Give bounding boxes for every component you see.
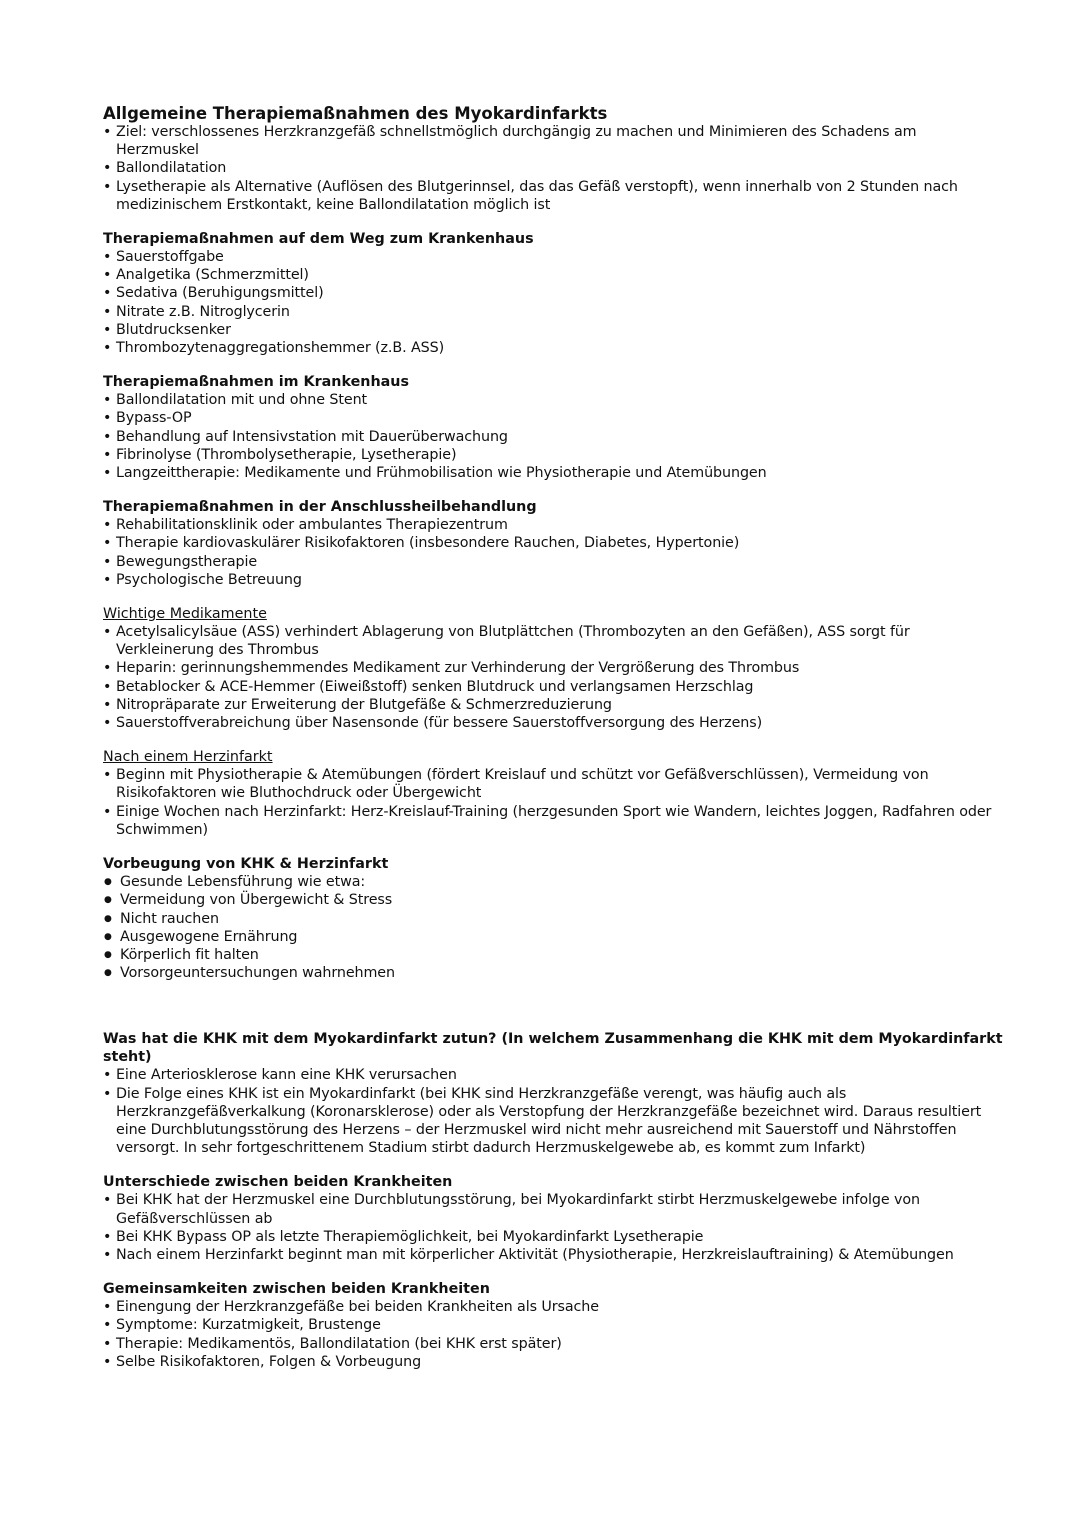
section-title: Nach einem Herzinfarkt	[103, 749, 273, 766]
list-item: • Nitropräparate zur Erweiterung der Blutgefäße & Schmerzreduzierung	[103, 696, 1003, 714]
list-item: • Selbe Risikofaktoren, Folgen & Vorbeugung	[103, 1353, 1003, 1371]
list-item: • Blutdrucksenker	[103, 321, 1003, 339]
document-content	[103, 104, 1003, 1387]
section-therapy-hospital	[103, 373, 1003, 482]
list-item: • Fibrinolyse (Thrombolysetherapie, Lysetherapie)	[103, 446, 1003, 464]
list-item: ● Vorsorgeuntersuchungen wahrnehmen	[103, 964, 1003, 982]
list-item: • Ballondilatation	[103, 159, 1003, 177]
list-item: • Einige Wochen nach Herzinfarkt: Herz-Kreislauf-Training (herzgesunden Sport wie Wandern, leichtes Joggen, Radfahren oder Schwimmen)	[103, 803, 1003, 839]
list-item: • Die Folge eines KHK ist ein Myokardinfarkt (bei KHK sind Herzkranzgefäße verengt, was häufig auch als Herzkranzgefäßverkalkung (Koronarsklerose) oder als Verstopfung der Herzkranzgefäße bezeichnet wird. Daraus resultiert eine Durchblutungsstörung des Herzens – der Herzmuskel wird nicht mehr ausreichend mit Sauerstoff und Nährstoffen versorgt. In sehr fortgeschrittenem Stadium stirbt dadurch Herzmuskelgewebe ab, es kommt zum Infarkt)	[103, 1085, 1003, 1158]
bullet-list	[103, 248, 1003, 357]
section-differences	[103, 1173, 1003, 1264]
list-item: • Einengung der Herzkranzgefäße bei beiden Krankheiten als Ursache	[103, 1298, 1003, 1316]
section-title: Wichtige Medikamente	[103, 606, 267, 623]
section-khk-relation	[103, 1030, 1003, 1157]
list-item: • Psychologische Betreuung	[103, 571, 1003, 589]
section-general-therapy	[103, 104, 1003, 214]
bullet-list	[103, 516, 1003, 589]
section-prevention	[103, 855, 1003, 982]
list-item: • Analgetika (Schmerzmittel)	[103, 266, 1003, 284]
section-title: Therapiemaßnahmen im Krankenhaus	[103, 374, 409, 391]
list-item: • Nitrate z.B. Nitroglycerin	[103, 303, 1003, 321]
section-title: Unterschiede zwischen beiden Krankheiten	[103, 1174, 453, 1191]
bullet-list	[103, 391, 1003, 482]
list-item: • Behandlung auf Intensivstation mit Dauerüberwachung	[103, 428, 1003, 446]
list-item: ● Gesunde Lebensführung wie etwa:	[103, 873, 1003, 891]
list-item: • Lysetherapie als Alternative (Auflösen des Blutgerinnsel, das das Gefäß verstopft), wenn innerhalb von 2 Stunden nach medizinischem Erstkontakt, keine Ballondilatation möglich ist	[103, 178, 1003, 214]
section-similarities	[103, 1280, 1003, 1371]
list-item: • Therapie kardiovaskulärer Risikofaktoren (insbesondere Rauchen, Diabetes, Hypertonie)	[103, 534, 1003, 552]
list-item: • Sedativa (Beruhigungsmittel)	[103, 284, 1003, 302]
list-item: • Bypass-OP	[103, 409, 1003, 427]
list-item: ● Körperlich fit halten	[103, 946, 1003, 964]
bullet-list	[103, 1298, 1003, 1371]
list-item: • Acetylsalicylsäue (ASS) verhindert Ablagerung von Blutplättchen (Thrombozyten an den Gefäßen), ASS sorgt für Verkleinerung des Thrombus	[103, 623, 1003, 659]
section-title: Therapiemaßnahmen in der Anschlussheilbehandlung	[103, 499, 537, 516]
section-title: Allgemeine Therapiemaßnahmen des Myokardinfarkts	[103, 104, 608, 123]
list-item: • Beginn mit Physiotherapie & Atemübungen (fördert Kreislauf und schützt vor Gefäßverschlüssen), Vermeidung von Risikofaktoren wie Bluthochdruck oder Übergewicht	[103, 766, 1003, 802]
list-item: • Sauerstoffgabe	[103, 248, 1003, 266]
list-item: • Sauerstoffverabreichung über Nasensonde (für bessere Sauerstoffversorgung des Herzens)	[103, 714, 1003, 732]
list-item: • Ballondilatation mit und ohne Stent	[103, 391, 1003, 409]
section-medications	[103, 605, 1003, 732]
list-item: • Rehabilitationsklinik oder ambulantes Therapiezentrum	[103, 516, 1003, 534]
list-item: • Eine Arteriosklerose kann eine KHK verursachen	[103, 1066, 1003, 1084]
bullet-list	[103, 1191, 1003, 1264]
section-therapy-transport	[103, 230, 1003, 357]
bullet-list	[103, 766, 1003, 839]
bullet-list	[103, 623, 1003, 732]
bullet-list	[103, 1066, 1003, 1157]
bullet-list	[103, 123, 1003, 214]
section-therapy-rehab	[103, 498, 1003, 589]
section-after-infarction	[103, 748, 1003, 839]
list-item: • Bewegungstherapie	[103, 553, 1003, 571]
list-item: • Symptome: Kurzatmigkeit, Brustenge	[103, 1316, 1003, 1334]
list-item: ● Vermeidung von Übergewicht & Stress	[103, 891, 1003, 909]
list-item: • Bei KHK hat der Herzmuskel eine Durchblutungsstörung, bei Myokardinfarkt stirbt Herzmuskelgewebe infolge von Gefäßverschlüssen ab	[103, 1191, 1003, 1227]
section-title: Vorbeugung von KHK & Herzinfarkt	[103, 856, 389, 873]
list-item: • Bei KHK Bypass OP als letzte Therapiemöglichkeit, bei Myokardinfarkt Lysetherapie	[103, 1228, 1003, 1246]
list-item: • Langzeittherapie: Medikamente und Frühmobilisation wie Physiotherapie und Atemübungen	[103, 464, 1003, 482]
list-item: • Ziel: verschlossenes Herzkranzgefäß schnellstmöglich durchgängig zu machen und Minimieren des Schadens am Herzmuskel	[103, 123, 1003, 159]
list-item: • Thrombozytenaggregationshemmer (z.B. ASS)	[103, 339, 1003, 357]
list-item: • Betablocker & ACE-Hemmer (Eiweißstoff) senken Blutdruck und verlangsamen Herzschlag	[103, 678, 1003, 696]
section-title: Therapiemaßnahmen auf dem Weg zum Krankenhaus	[103, 231, 534, 248]
section-title: Was hat die KHK mit dem Myokardinfarkt zutun? (In welchem Zusammenhang die KHK mit dem Myokardinfarkt steht)	[103, 1031, 1003, 1066]
list-item: ● Nicht rauchen	[103, 910, 1003, 928]
list-item: • Nach einem Herzinfarkt beginnt man mit körperlicher Aktivität (Physiotherapie, Herzkreislauftraining) & Atemübungen	[103, 1246, 1003, 1264]
list-item: • Heparin: gerinnungshemmendes Medikament zur Verhinderung der Vergrößerung des Thrombus	[103, 659, 1003, 677]
bullet-list	[103, 873, 1003, 982]
list-item: • Therapie: Medikamentös, Ballondilatation (bei KHK erst später)	[103, 1335, 1003, 1353]
section-title: Gemeinsamkeiten zwischen beiden Krankheiten	[103, 1281, 490, 1298]
list-item: ● Ausgewogene Ernährung	[103, 928, 1003, 946]
